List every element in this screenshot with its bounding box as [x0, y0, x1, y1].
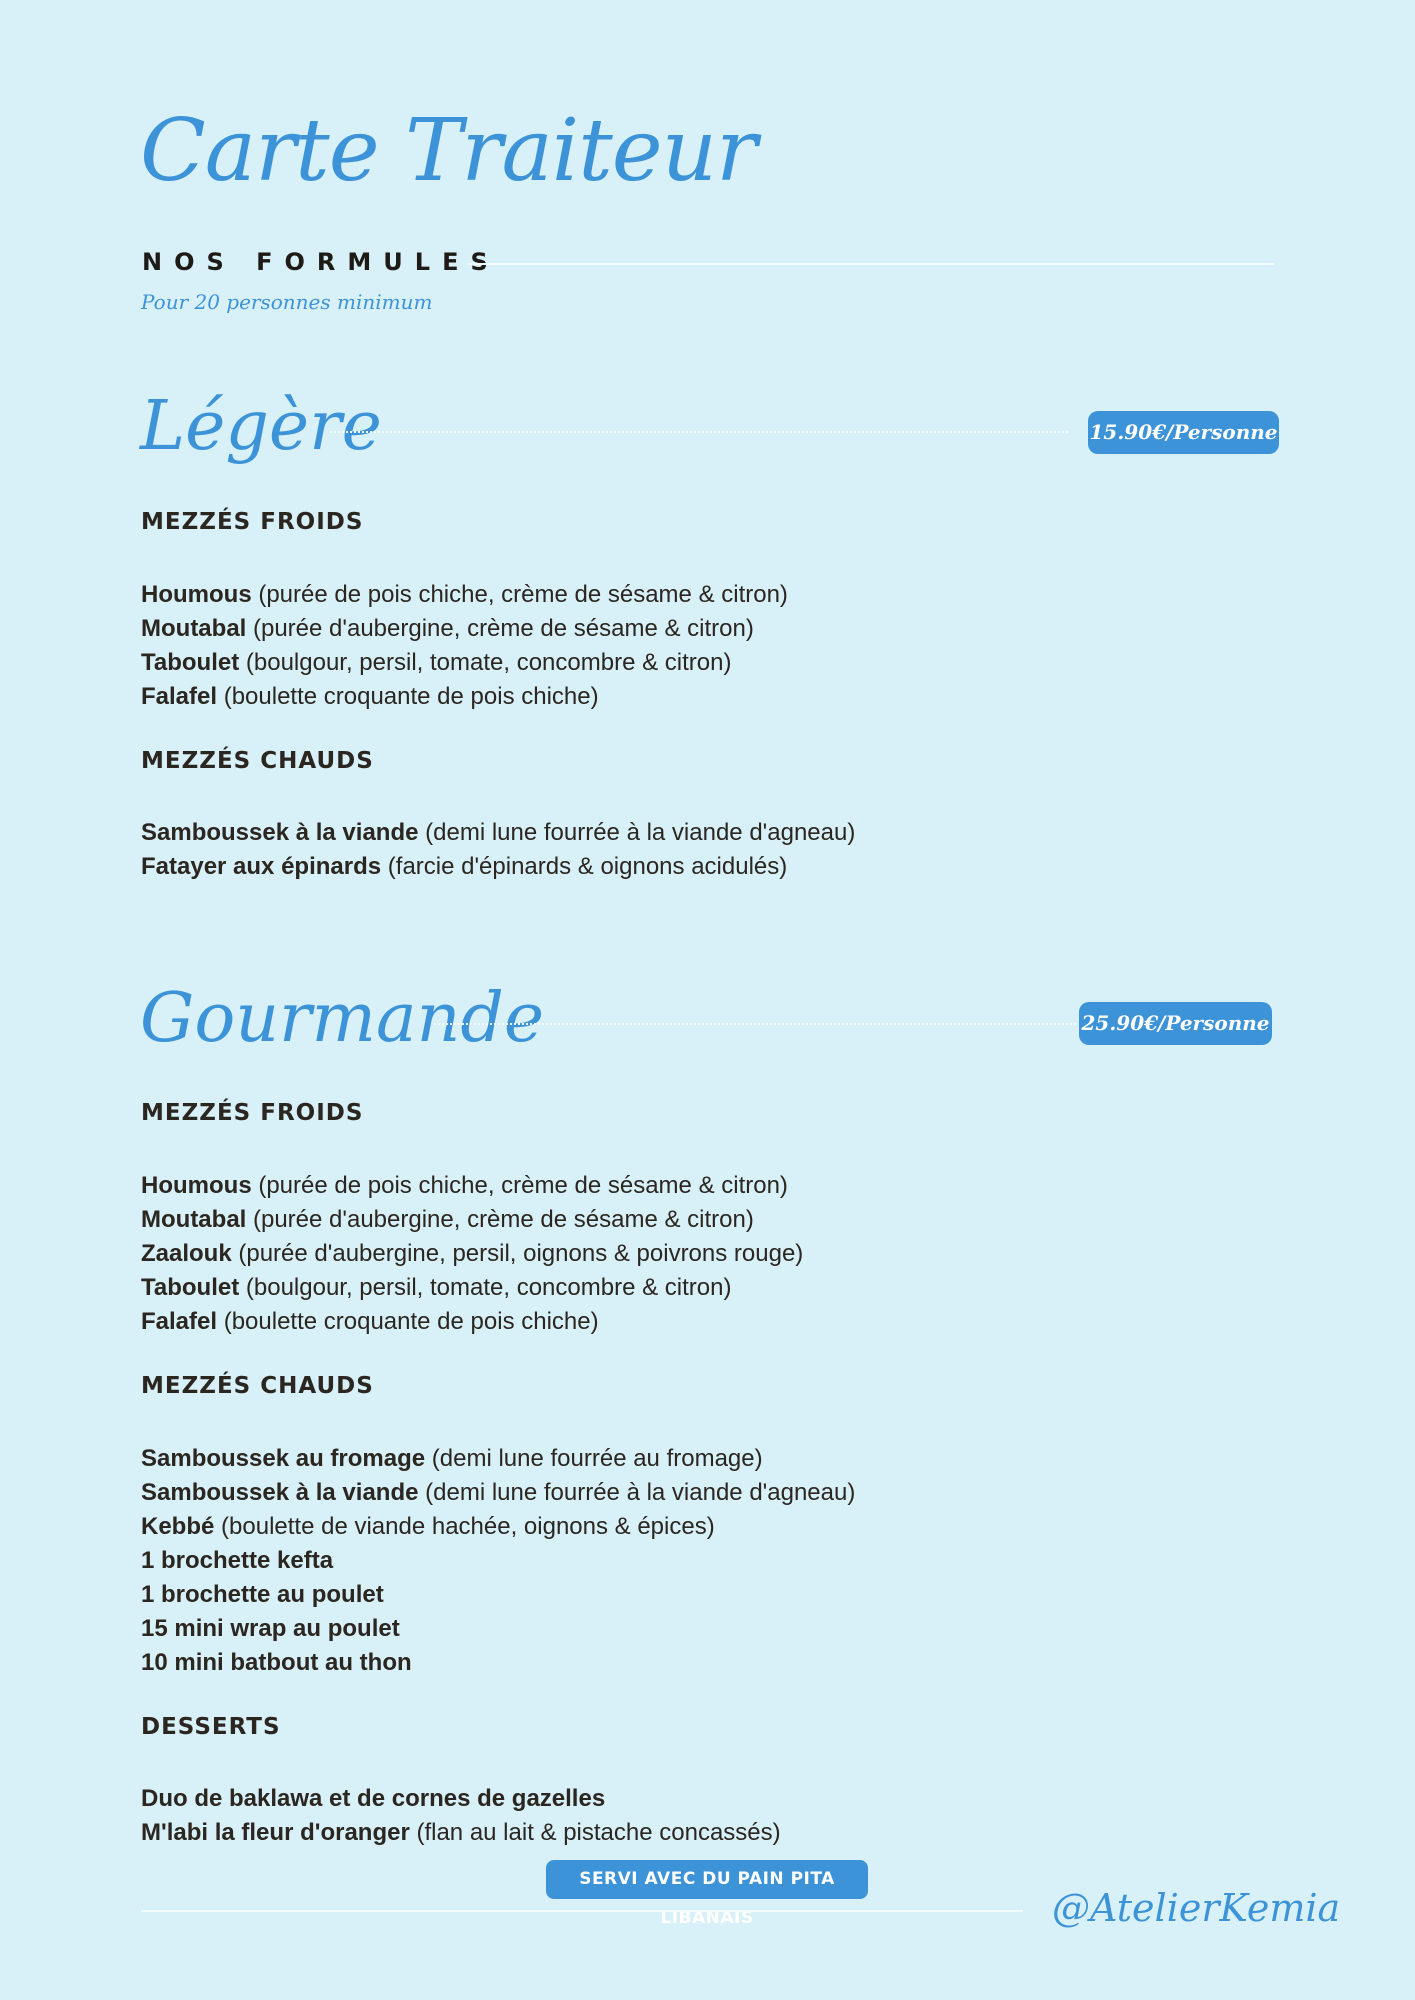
formula-title-gourmande: Gourmande [140, 979, 545, 1058]
formules-label: NOS FORMULES [142, 248, 500, 276]
list-item: 1 brochette kefta [141, 1547, 334, 1574]
list-item: Fatayer aux épinards (farcie d'épinards & oignons acidulés) [141, 853, 788, 880]
list-item: Moutabal (purée d'aubergine, crème de sésame & citron) [141, 1206, 754, 1233]
section-heading: MEZZÉS FROIDS [141, 509, 364, 535]
list-item: 15 mini wrap au poulet [141, 1615, 400, 1642]
section-heading: DESSERTS [141, 1714, 281, 1740]
divider [468, 263, 1274, 265]
divider [330, 431, 1068, 433]
formula-title-legere: Légère [140, 387, 382, 466]
list-item: 1 brochette au poulet [141, 1581, 384, 1608]
divider [434, 1023, 1076, 1025]
list-item: Taboulet (boulgour, persil, tomate, concombre & citron) [141, 1274, 732, 1301]
price-badge-gourmande: 25.90€/Personne [1079, 1002, 1272, 1045]
item-list [141, 1169, 803, 1339]
price-badge-legere: 15.90€/Personne [1088, 411, 1279, 454]
list-item: Moutabal (purée d'aubergine, crème de sésame & citron) [141, 615, 754, 642]
item-list [141, 1782, 781, 1850]
list-item: Falafel (boulette croquante de pois chiche) [141, 1308, 599, 1335]
list-item: Zaalouk (purée d'aubergine, persil, oignons & poivrons rouge) [141, 1240, 804, 1267]
formules-subtitle: Pour 20 personnes minimum [141, 290, 433, 314]
list-item: M'labi la fleur d'oranger (flan au lait & pistache concassés) [141, 1819, 781, 1846]
social-handle[interactable]: @AtelierKemia [1052, 1886, 1341, 1930]
list-item: Houmous (purée de pois chiche, crème de sésame & citron) [141, 581, 788, 608]
list-item: 10 mini batbout au thon [141, 1649, 412, 1676]
item-list [141, 1442, 855, 1680]
list-item: Taboulet (boulgour, persil, tomate, concombre & citron) [141, 649, 732, 676]
list-item: Samboussek à la viande (demi lune fourrée à la viande d'agneau) [141, 1479, 856, 1506]
served-note-badge: SERVI AVEC DU PAIN PITA LIBANAIS [546, 1860, 868, 1899]
list-item: Kebbé (boulette de viande hachée, oignons & épices) [141, 1513, 715, 1540]
list-item: Samboussek au fromage (demi lune fourrée au fromage) [141, 1445, 763, 1472]
divider [141, 1910, 1023, 1912]
section-heading: MEZZÉS CHAUDS [141, 748, 374, 774]
list-item: Samboussek à la viande (demi lune fourrée à la viande d'agneau) [141, 819, 856, 846]
section-heading: MEZZÉS FROIDS [141, 1100, 364, 1126]
section-heading: MEZZÉS CHAUDS [141, 1373, 374, 1399]
list-item: Houmous (purée de pois chiche, crème de sésame & citron) [141, 1172, 788, 1199]
page-title: Carte Traiteur [140, 101, 757, 201]
list-item: Falafel (boulette croquante de pois chiche) [141, 683, 599, 710]
list-item: Duo de baklawa et de cornes de gazelles [141, 1785, 606, 1812]
item-list [141, 578, 788, 714]
item-list [141, 816, 855, 884]
